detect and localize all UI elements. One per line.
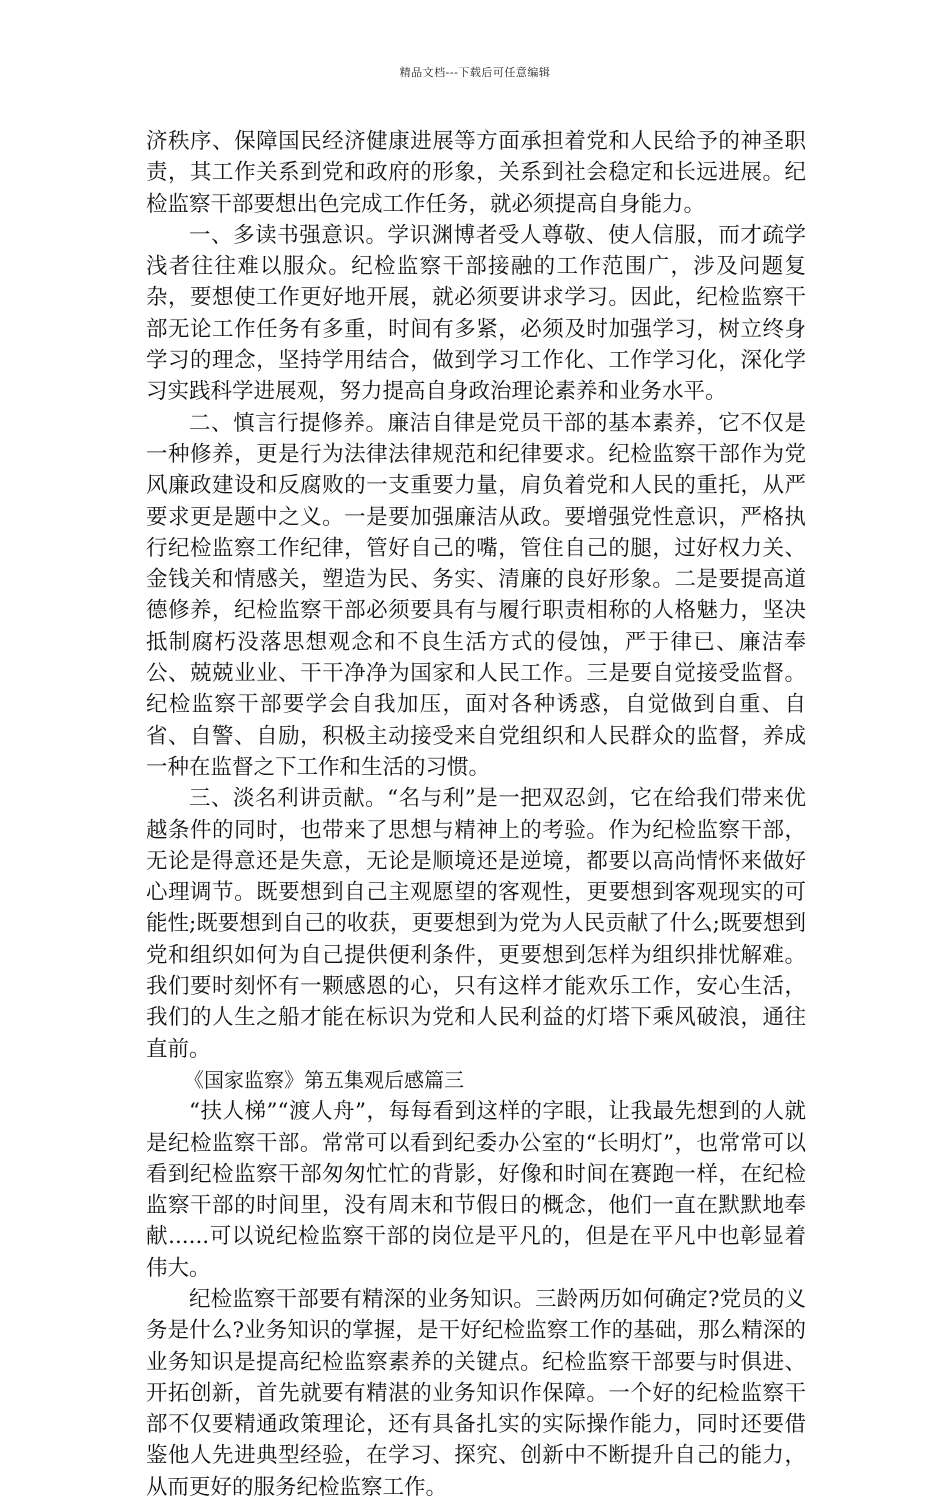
document-body (146, 126, 806, 1503)
paragraph-3: 二、慎言行提修养。廉洁自律是党员干部的基本素养，它不仅是一种修养，更是行为法律法律规范和纪律要求。纪检监察干部作为党风廉政建设和反腐败的一支重要力量，肩负着党和人民的重托，从严要求更是题中之义。一是要加强廉洁从政。要增强党性意识，严格执行纪检监察工作纪律，管好自己的嘴，管住自己的腿，过好权力关、金钱关和情感关，塑造为民、务实、清廉的良好形象。二是要提高道德修养，纪检监察干部必须要具有与履行职责相称的人格魅力，坚决抵制腐朽没落思想观念和不良生活方式的侵蚀，严于律已、廉洁奉公、兢兢业业、干干净净为国家和人民工作。三是要自觉接受监督。纪检监察干部要学会自我加压，面对各种诱惑，自觉做到自重、自省、自警、自励，积极主动接受来自党组织和人民群众的监督，养成一种在监督之下工作和生活的习惯。 (146, 410, 806, 780)
paragraph-2: 一、多读书强意识。学识渊博者受人尊敬、使人信服，而才疏学浅者往往难以服众。纪检监察干部接融的工作范围广，涉及问题复杂，要想使工作更好地开展，就必须要讲求学习。因此，纪检监察干部无论工作任务有多重，时间有多紧，必须及时加强学习，树立终身学习的理念，坚持学用结合，做到学习工作化、工作学习化，深化学习实践科学进展观，努力提高自身政治理论素养和业务水平。 (146, 222, 806, 405)
paragraph-6: 纪检监察干部要有精深的业务知识。三龄两历如何确定?党员的义务是什么?业务知识的掌握，是干好纪检监察工作的基础，那么精深的业务知识是提高纪检监察素养的关键点。纪检监察干部要与时俱进、开拓创新，首先就要有精湛的业务知识作保障。一个好的纪检监察干部不仅要精通政策理论，还有具备扎实的实际操作能力，同时还要借鉴他人先进典型经验，在学习、探究、创新中不断提升自己的能力，从而更好的服务纪检监察工作。 (146, 1286, 806, 1500)
page-header: 精品文档---下载后可任意编辑 (399, 66, 551, 79)
paragraph-4: 三、淡名利讲贡献。“名与利”是一把双忍剑，它在给我们带来优越条件的同时，也带来了思想与精神上的考验。作为纪检监察干部，无论是得意还是失意，无论是顺境还是逆境，都要以高尚情怀来做好心理调节。既要想到自己主观愿望的客观性，更要想到客观现实的可能性;既要想到自己的收获，更要想到为党为人民贡献了什么;既要想到党和组织如何为自己提供便利条件，更要想到怎样为组织排忧解难。我们要时刻怀有一颗感恩的心，只有这样才能欢乐工作，安心生活，我们的人生之船才能在标识为党和人民利益的灯塔下乘风破浪，通往直前。 (146, 786, 806, 1062)
section-title: 《国家监察》第五集观后感篇三 (184, 1067, 464, 1092)
paragraph-5: “扶人梯”“渡人舟”，每每看到这样的字眼，让我最先想到的人就是纪检监察干部。常常可以看到纪委办公室的“长明灯”，也常常可以看到纪检监察干部匆匆忙忙的背影，好像和时间在赛跑一样，在纪检监察干部的时间里，没有周末和节假日的概念，他们一直在默默地奉献......可以说纪检监察干部的岗位是平凡的，但是在平凡中也彰显着伟大。 (146, 1099, 806, 1281)
paragraph-1: 济秩序、保障国民经济健康进展等方面承担着党和人民给予的神圣职责，其工作关系到党和政府的形象，关系到社会稳定和长远进展。纪检监察干部要想出色完成工作任务，就必须提高自身能力。 (146, 129, 806, 217)
